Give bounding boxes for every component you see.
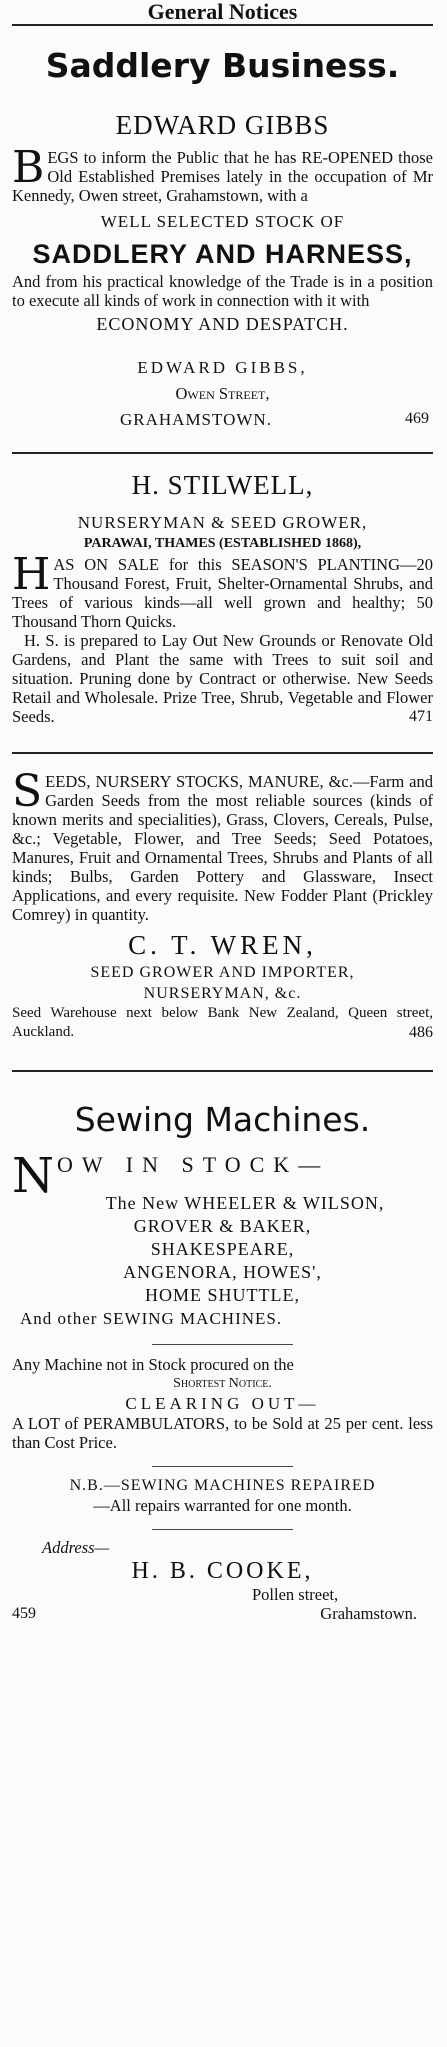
machine-line: And other SEWING MACHINES. bbox=[20, 1309, 283, 1328]
stilwell-para1 bbox=[12, 549, 433, 631]
machine-line: SHAKESPEARE, bbox=[150, 1239, 295, 1259]
saddlery-intro bbox=[12, 142, 433, 205]
ad-number: 471 bbox=[409, 708, 433, 725]
address-label: Address— bbox=[42, 1538, 110, 1557]
stilwell-para2 bbox=[12, 631, 433, 726]
nb-line1: N.B.—SEWING MACHINES REPAIRED bbox=[69, 1477, 376, 1494]
stilwell-para2-text: H. S. is prepared to Lay Out New Grounds or Renovate Old Gardens, and Plant the same with Trees to suit soil and situation. Pruning done by Contract or otherwise. New Seeds Retail and Wholesale. Prize Tree, Shrub, Vegetable and Flower Seeds. bbox=[12, 631, 433, 726]
drop-cap: H bbox=[12, 549, 51, 600]
saddlery-footer bbox=[12, 409, 433, 430]
short-rule bbox=[152, 1344, 293, 1345]
ad-divider bbox=[12, 1070, 433, 1072]
wren-name: C. T. WREN, bbox=[128, 930, 317, 960]
drop-cap: N bbox=[12, 1148, 54, 1204]
machine-line: GROVER & BAKER, bbox=[133, 1216, 312, 1236]
wren-ad bbox=[12, 766, 433, 1042]
machine-line: The New WHEELER & WILSON, bbox=[105, 1193, 385, 1213]
cooke-name: H. B. COOKE, bbox=[131, 1558, 314, 1584]
drop-cap: S bbox=[12, 766, 43, 817]
ad-divider bbox=[12, 452, 433, 454]
ad-divider bbox=[12, 752, 433, 754]
stilwell-ad bbox=[12, 468, 433, 726]
sewing-title: Sewing Machines. bbox=[74, 1100, 371, 1139]
shortest-notice: Shortest Notice. bbox=[173, 1376, 272, 1391]
wren-address-text: Seed Warehouse next below Bank New Zealand, Queen street, Auckland. bbox=[12, 1005, 433, 1040]
perambulators: A LOT of PERAMBULATORS, to be Sold at 25 per cent. less than Cost Price. bbox=[12, 1414, 433, 1452]
nb-line2: —All repairs warranted for one month. bbox=[93, 1496, 352, 1515]
stilwell-para1-text: AS ON SALE for this SEASON'S PLANTING—20 Thousand Forest, Fruit, Shelter-Ornamental Shrubs, and Trees of various kinds—all well grown and healthy; 50 Thousand Thorn Quicks. bbox=[12, 555, 433, 631]
ad-number: 469 bbox=[405, 410, 429, 427]
saddlery-town: GRAHAMSTOWN. bbox=[120, 410, 272, 429]
drop-cap: B bbox=[12, 142, 45, 193]
saddlery-name: EDWARD GIBBS bbox=[115, 110, 330, 140]
wren-text-body: EEDS, NURSERY STOCKS, MANURE, &c.—Farm and Garden Seeds from the most reliable sources (kinds of known merits and specialities), Grass, Clovers, Cereals, Pulse, &c.; Vegetable, Flower, and Tree Seeds; Seed Potatoes, Manures, Fruit and Ornamental Trees, Shrubs and Plants of all kinds; Bulbs, Garden Pottery and Glassware, Insect Applications, and every requisite. New Fodder Plant (Prickley Comrey) in quantity. bbox=[12, 772, 433, 924]
header-rule bbox=[12, 24, 433, 26]
cooke-town: Grahamstown. bbox=[320, 1604, 417, 1623]
saddlery-text: And from his practical knowledge of the Trade is in a position to execute all kinds of work in connection with it with bbox=[12, 272, 433, 310]
saddlery-stock-line: WELL SELECTED STOCK OF bbox=[100, 212, 345, 231]
clearing-out: CLEARING OUT— bbox=[125, 1394, 320, 1413]
any-machine: Any Machine not in Stock procured on the bbox=[12, 1355, 294, 1374]
short-rule bbox=[152, 1529, 293, 1530]
cooke-ad bbox=[12, 1100, 433, 1623]
cooke-street: Pollen street, bbox=[252, 1585, 339, 1604]
wren-line1: SEED GROWER AND IMPORTER, bbox=[90, 964, 355, 981]
stilwell-trade: NURSERYMAN & SEED GROWER, bbox=[77, 513, 368, 532]
ad-number: 459 bbox=[12, 1605, 36, 1622]
machine-line: ANGENORA, HOWES', bbox=[123, 1262, 322, 1282]
short-rule bbox=[152, 1466, 293, 1467]
ad-number: 486 bbox=[409, 1024, 433, 1041]
saddlery-intro-text: EGS to inform the Public that he has RE-OPENED those Old Established Premises lately in the occupation of Mr Kennedy, Owen street, Grahamstown, with a bbox=[12, 148, 433, 205]
cooke-footer bbox=[12, 1604, 433, 1623]
stilwell-place: PARAWAI, THAMES (ESTABLISHED 1868), bbox=[83, 536, 362, 551]
saddlery-title: Saddlery Business. bbox=[45, 46, 400, 85]
wren-text bbox=[12, 766, 433, 924]
section-header: General Notices bbox=[147, 0, 298, 24]
saddlery-signature-name: EDWARD GIBBS, bbox=[137, 358, 308, 377]
saddlery-heading: SADDLERY AND HARNESS, bbox=[32, 239, 413, 269]
wren-address bbox=[12, 1004, 433, 1042]
saddlery-ad bbox=[12, 46, 433, 430]
saddlery-street: Owen Street, bbox=[175, 384, 270, 403]
saddlery-slogan: ECONOMY AND DESPATCH. bbox=[96, 314, 349, 334]
stilwell-name: H. STILWELL, bbox=[131, 470, 314, 500]
now-in-stock-text: OW IN STOCK— bbox=[57, 1152, 330, 1177]
wren-line2: NURSERYMAN, &c. bbox=[143, 985, 302, 1002]
machine-line: HOME SHUTTLE, bbox=[145, 1285, 300, 1305]
